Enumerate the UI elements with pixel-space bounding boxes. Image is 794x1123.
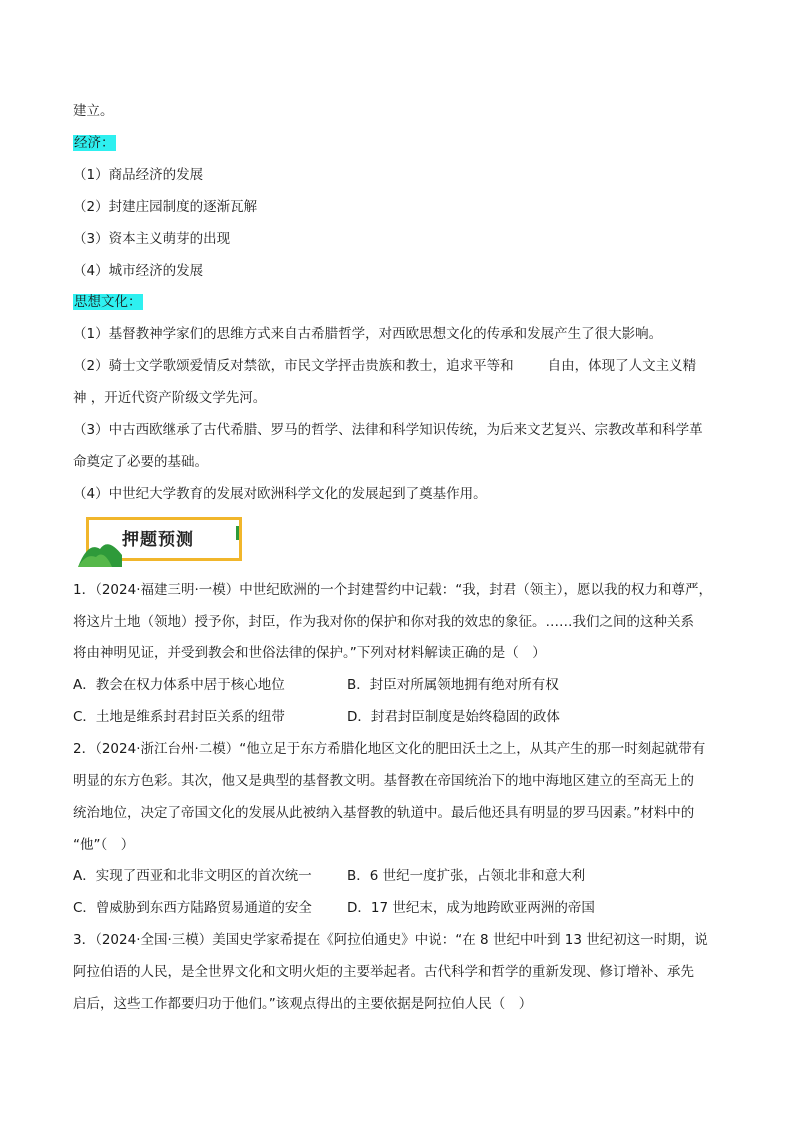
economy-heading bbox=[73, 133, 116, 153]
q2-stem-line: “他”（ ） bbox=[73, 837, 135, 853]
q1-option-a: A．教会在权力体系中居于核心地位 bbox=[73, 677, 285, 693]
culture-heading-text: 思想文化： bbox=[74, 294, 142, 310]
q1-options-row-1 bbox=[73, 675, 285, 695]
q2-option-c: C．曾威胁到东西方陆路贸易通道的安全 bbox=[73, 900, 312, 916]
intro-line-end: 建立。 bbox=[73, 103, 114, 119]
q1-stem-line: 1．（2024·福建三明·一模）中世纪欧洲的一个封建誓约中记载：“我，封君（领主），愿以我的权力和尊严， bbox=[73, 582, 713, 598]
culture-item-2-part-a: （2）骑士文学歌颂爱情反对禁欲，市民文学抨击贵族和教士，追求平等和 bbox=[73, 358, 514, 374]
culture-item-1: （1）基督教神学家们的思维方式来自古希腊哲学，对西欧思想文化的传承和发展产生了很大影响。 bbox=[73, 326, 663, 342]
q2-option-b: B．6 世纪一度扩张，占领北非和意大利 bbox=[347, 868, 586, 884]
q2-option-a: A．实现了西亚和北非文明区的首次统一 bbox=[73, 868, 312, 884]
q1-options-row-2 bbox=[73, 707, 285, 727]
culture-heading bbox=[73, 292, 143, 312]
culture-item-2-cont: 神 ，开近代资产阶级文学先河。 bbox=[73, 390, 267, 406]
q1-option-d: D．封君封臣制度是始终稳固的政体 bbox=[347, 709, 560, 725]
q2-stem-line: 统治地位，决定了帝国文化的发展从此被纳入基督教的轨道中。最后他还具有明显的罗马因素。”材料中的 bbox=[73, 805, 695, 821]
banner-tick-mark bbox=[236, 526, 239, 540]
q2-options-row-2 bbox=[73, 898, 312, 918]
q1-stem-line: 将这片土地（领地）授予你，封臣，作为我对你的保护和你对我的效忠的象征。……我们之间的这种关系 bbox=[73, 614, 694, 630]
q3-stem-line: 3．（2024·全国·三模）美国史学家希提在《阿拉伯通史》中说：“在 8 世纪中叶到 13 世纪初这一时期，说 bbox=[73, 932, 708, 948]
q2-options-row-1 bbox=[73, 866, 312, 886]
economy-item: （2）封建庄园制度的逐渐瓦解 bbox=[73, 199, 258, 215]
economy-item: （1）商品经济的发展 bbox=[73, 167, 204, 183]
q3-stem-line: 启后，这些工作都要归功于他们。”该观点得出的主要依据是阿拉伯人民（ ） bbox=[73, 996, 533, 1012]
q2-stem-line: 2．（2024·浙江台州·二模）“他立足于东方希腊化地区文化的肥田沃土之上，从其产生的那一时刻起就带有 bbox=[73, 741, 706, 757]
culture-item-4: （4）中世纪大学教育的发展对欧洲科学文化的发展起到了奠基作用。 bbox=[73, 486, 487, 502]
culture-item-3: （3）中古西欧继承了古代希腊、罗马的哲学、法律和科学知识传统，为后来文艺复兴、宗教改革和科学革 bbox=[73, 422, 703, 438]
banner-title: 押题预测 bbox=[122, 530, 194, 550]
q2-stem-line: 明显的东方色彩。其次，他又是典型的基督教文明。基督教在帝国统治下的地中海地区建立的至高无上的 bbox=[73, 773, 694, 789]
q1-stem-line: 将由神明见证，并受到教会和世俗法律的保护。”下列对材料解读正确的是（ ） bbox=[73, 645, 546, 661]
economy-heading-text: 经济： bbox=[74, 135, 115, 151]
q3-stem-line: 阿拉伯语的人民，是全世界文化和文明火炬的主要举起者。古代科学和哲学的重新发现、修订增补、承先 bbox=[73, 964, 694, 980]
q2-option-d: D．17 世纪末，成为地跨欧亚两洲的帝国 bbox=[347, 900, 595, 916]
culture-item-2-part-b: 自由，体现了人文主义精 bbox=[547, 358, 697, 374]
culture-item-2 bbox=[73, 356, 696, 376]
q1-option-c: C．土地是维系封君封臣关系的纽带 bbox=[73, 709, 285, 725]
economy-item: （3）资本主义萌芽的出现 bbox=[73, 231, 231, 247]
q1-option-b: B．封臣对所属领地拥有绝对所有权 bbox=[347, 677, 559, 693]
hills-icon bbox=[78, 533, 122, 567]
culture-item-3-cont: 命奠定了必要的基础。 bbox=[73, 454, 208, 470]
economy-item: （4）城市经济的发展 bbox=[73, 263, 204, 279]
